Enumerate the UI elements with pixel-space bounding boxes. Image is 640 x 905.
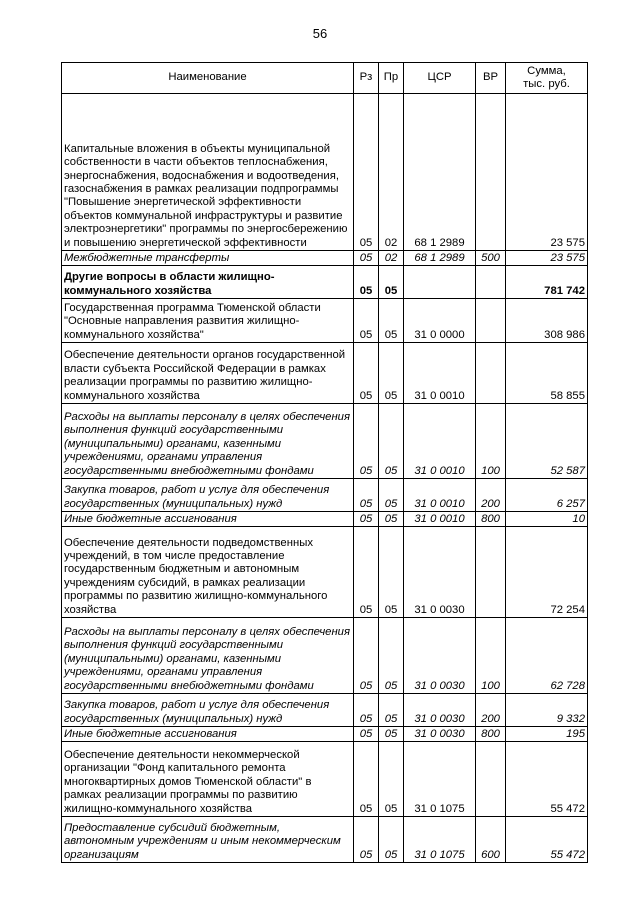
row-rz: 05 bbox=[354, 817, 379, 863]
row-vr: 200 bbox=[476, 694, 506, 727]
row-rz: 05 bbox=[354, 742, 379, 817]
table-row bbox=[62, 817, 588, 863]
row-sum: 72 254 bbox=[506, 527, 588, 618]
header-csr: ЦСР bbox=[404, 63, 476, 94]
row-pr: 05 bbox=[379, 742, 404, 817]
row-vr bbox=[476, 266, 506, 299]
row-vr: 600 bbox=[476, 817, 506, 863]
budget-table bbox=[61, 62, 588, 863]
row-rz: 05 bbox=[354, 251, 379, 266]
table-row bbox=[62, 618, 588, 694]
header-vr: ВР bbox=[476, 63, 506, 94]
row-name: Межбюджетные трансферты bbox=[62, 251, 354, 266]
row-csr: 68 1 2989 bbox=[404, 251, 476, 266]
table-row bbox=[62, 299, 588, 343]
row-csr: 31 0 1075 bbox=[404, 817, 476, 863]
table-row bbox=[62, 694, 588, 727]
page-number: 56 bbox=[312, 26, 328, 41]
row-rz: 05 bbox=[354, 727, 379, 742]
table-row bbox=[62, 527, 588, 618]
table-row bbox=[62, 94, 588, 251]
row-vr bbox=[476, 343, 506, 404]
row-csr: 31 0 0010 bbox=[404, 343, 476, 404]
row-sum: 62 728 bbox=[506, 618, 588, 694]
row-pr: 05 bbox=[379, 299, 404, 343]
row-csr: 31 0 0030 bbox=[404, 727, 476, 742]
row-rz: 05 bbox=[354, 404, 379, 479]
header-pr: Пр bbox=[379, 63, 404, 94]
row-csr: 31 0 0030 bbox=[404, 694, 476, 727]
row-sum: 6 257 bbox=[506, 479, 588, 512]
row-name: Предоставление субсидий бюджетным, автономным учреждениям и иным некоммерческим организациям bbox=[62, 817, 354, 863]
row-vr bbox=[476, 742, 506, 817]
row-rz: 05 bbox=[354, 694, 379, 727]
row-sum: 23 575 bbox=[506, 94, 588, 251]
row-csr bbox=[404, 266, 476, 299]
row-sum: 58 855 bbox=[506, 343, 588, 404]
row-csr: 31 0 0010 bbox=[404, 404, 476, 479]
row-rz: 05 bbox=[354, 94, 379, 251]
row-pr: 05 bbox=[379, 694, 404, 727]
row-sum: 9 332 bbox=[506, 694, 588, 727]
row-csr: 68 1 2989 bbox=[404, 94, 476, 251]
row-csr: 31 0 0010 bbox=[404, 512, 476, 527]
row-sum: 781 742 bbox=[506, 266, 588, 299]
row-sum: 10 bbox=[506, 512, 588, 527]
header-sum-line2: тыс. руб. bbox=[523, 78, 570, 90]
row-rz: 05 bbox=[354, 527, 379, 618]
row-pr: 05 bbox=[379, 479, 404, 512]
row-csr: 31 0 0030 bbox=[404, 618, 476, 694]
table-row bbox=[62, 404, 588, 479]
row-vr bbox=[476, 527, 506, 618]
row-name: Обеспечение деятельности органов государственной власти субъекта Российской Федерации в рамках реализации программы по развитию жилищно-коммунального хозяйства bbox=[62, 343, 354, 404]
row-name: Расходы на выплаты персоналу в целях обеспечения выполнения функций государственными (муниципальными) органами, казенными учреждениями, органами управления государственными внебюджетными фондами bbox=[62, 618, 354, 694]
row-name: Иные бюджетные ассигнования bbox=[62, 727, 354, 742]
header-rz: Рз bbox=[354, 63, 379, 94]
row-pr: 05 bbox=[379, 727, 404, 742]
table-row bbox=[62, 251, 588, 266]
row-name: Капитальные вложения в объекты муниципальной собственности в части объектов теплоснабжения, энергоснабжения, водоснабжения и водоотведения, газоснабжения в рамках реализации подпрограммы "Повышение энергетической эффективности объектов коммунальной инфраструктуры и развитие электроэнергетики" программы по энергосбережению и повышению энергетической эффективности bbox=[62, 94, 354, 251]
row-pr: 05 bbox=[379, 527, 404, 618]
row-vr: 800 bbox=[476, 727, 506, 742]
row-pr: 05 bbox=[379, 343, 404, 404]
row-pr: 05 bbox=[379, 512, 404, 527]
row-pr: 05 bbox=[379, 618, 404, 694]
table-row bbox=[62, 742, 588, 817]
row-vr: 200 bbox=[476, 479, 506, 512]
row-vr bbox=[476, 299, 506, 343]
row-csr: 31 0 0030 bbox=[404, 527, 476, 618]
row-vr: 800 bbox=[476, 512, 506, 527]
row-pr: 05 bbox=[379, 404, 404, 479]
row-rz: 05 bbox=[354, 512, 379, 527]
row-pr: 02 bbox=[379, 251, 404, 266]
table-row bbox=[62, 479, 588, 512]
row-rz: 05 bbox=[354, 266, 379, 299]
row-name: Расходы на выплаты персоналу в целях обеспечения выполнения функций государственными (муниципальными) органами, казенными учреждениями, органами управления государственными внебюджетными фондами bbox=[62, 404, 354, 479]
row-rz: 05 bbox=[354, 618, 379, 694]
row-name: Закупка товаров, работ и услуг для обеспечения государственных (муниципальных) нужд bbox=[62, 479, 354, 512]
row-name: Обеспечение деятельности некоммерческой организации "Фонд капитального ремонта многоквартирных домов Тюменской области" в рамках реализации программы по развитию жилищно-коммунального хозяйства bbox=[62, 742, 354, 817]
table-row bbox=[62, 512, 588, 527]
row-sum: 23 575 bbox=[506, 251, 588, 266]
row-name: Иные бюджетные ассигнования bbox=[62, 512, 354, 527]
row-pr: 05 bbox=[379, 817, 404, 863]
row-vr: 500 bbox=[476, 251, 506, 266]
row-rz: 05 bbox=[354, 479, 379, 512]
table-row bbox=[62, 343, 588, 404]
row-name: Обеспечение деятельности подведомственных учреждений, в том числе предоставление государственным бюджетным и автономным учреждениям субсидий, в рамках реализации программы по развитию жилищно-коммунального хозяйства bbox=[62, 527, 354, 618]
table-row bbox=[62, 266, 588, 299]
row-name: Другие вопросы в области жилищно-коммунального хозяйства bbox=[62, 266, 354, 299]
row-sum: 308 986 bbox=[506, 299, 588, 343]
row-csr: 31 0 0000 bbox=[404, 299, 476, 343]
row-csr: 31 0 1075 bbox=[404, 742, 476, 817]
row-sum: 55 472 bbox=[506, 742, 588, 817]
row-vr: 100 bbox=[476, 404, 506, 479]
row-rz: 05 bbox=[354, 299, 379, 343]
header-name: Наименование bbox=[62, 63, 354, 94]
row-name: Закупка товаров, работ и услуг для обеспечения государственных (муниципальных) нужд bbox=[62, 694, 354, 727]
row-csr: 31 0 0010 bbox=[404, 479, 476, 512]
table-row bbox=[62, 727, 588, 742]
row-sum: 52 587 bbox=[506, 404, 588, 479]
row-rz: 05 bbox=[354, 343, 379, 404]
row-vr: 100 bbox=[476, 618, 506, 694]
row-vr bbox=[476, 94, 506, 251]
row-sum: 195 bbox=[506, 727, 588, 742]
header-sum bbox=[506, 63, 588, 94]
row-pr: 02 bbox=[379, 94, 404, 251]
header-row bbox=[62, 63, 588, 94]
row-name: Государственная программа Тюменской области "Основные направления развития жилищно-коммунального хозяйства" bbox=[62, 299, 354, 343]
row-pr: 05 bbox=[379, 266, 404, 299]
row-sum: 55 472 bbox=[506, 817, 588, 863]
header-sum-line1: Сумма, bbox=[527, 64, 566, 77]
